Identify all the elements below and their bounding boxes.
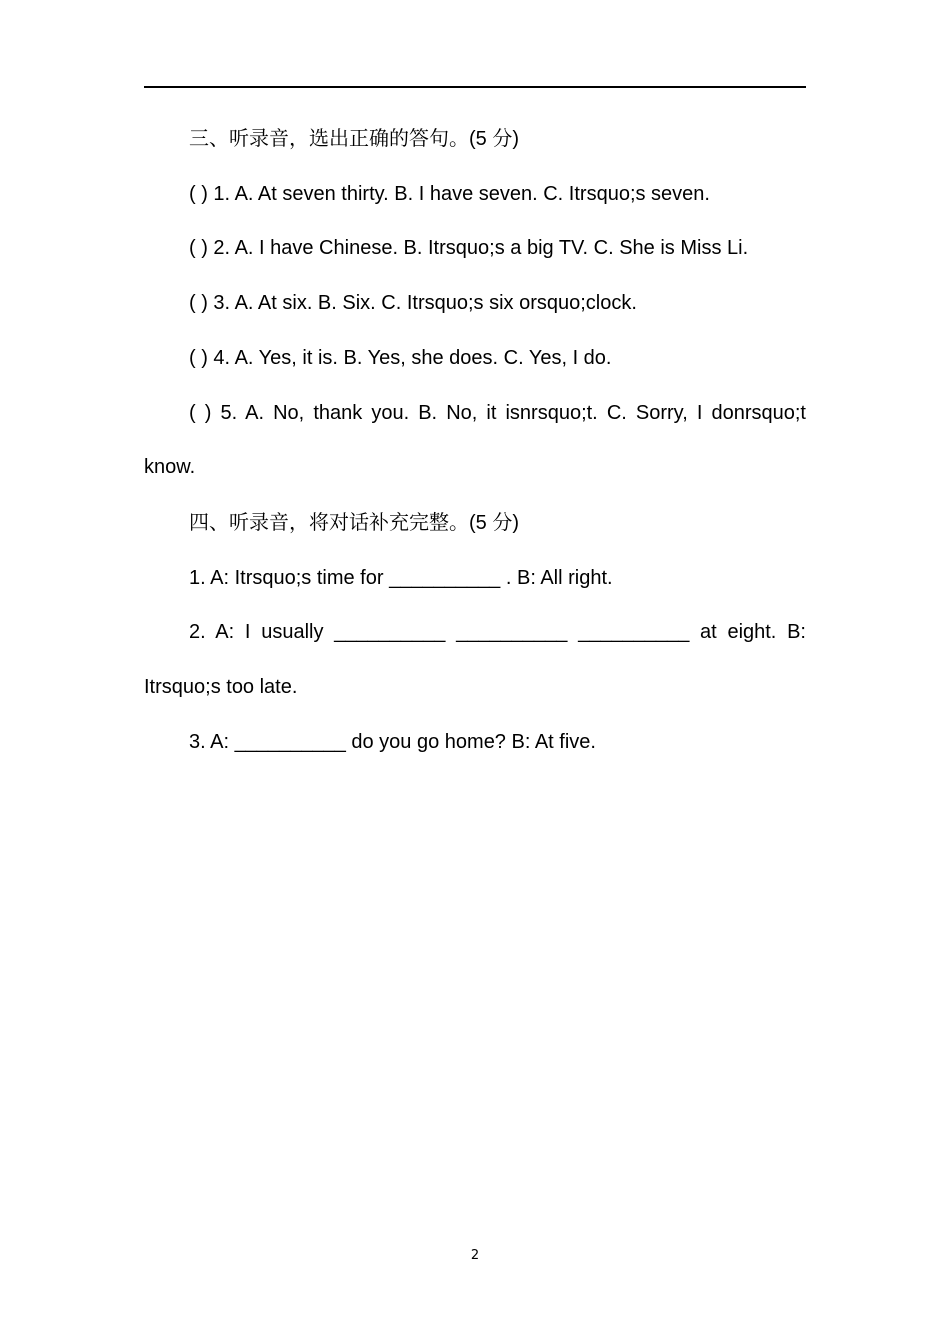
header-rule xyxy=(144,86,806,88)
section-4-question-3: 3. A: __________ do you go home? B: At five. xyxy=(189,730,596,753)
section-3-score: (5 分) xyxy=(469,128,519,150)
section-3-question-5-line-1: ( ) 5. A. No, thank you. B. No, it isnrsquo;t. C. Sorry, I donrsquo;t xyxy=(189,401,806,424)
section-3-heading-text: 三、听录音，选出正确的答句。 xyxy=(189,126,469,150)
section-3-question-3: ( ) 3. A. At six. B. Six. C. Itrsquo;s six orsquo;clock. xyxy=(189,292,637,315)
section-4-question-2-line-1: 2. A: I usually __________ __________ __________ at eight. B: xyxy=(189,621,806,644)
section-4-heading xyxy=(144,495,806,551)
section-4-score: (5 分) xyxy=(469,511,519,534)
section-3-question-2: ( ) 2. A. I have Chinese. B. Itrsquo;s a big TV. C. She is Miss Li. xyxy=(189,237,749,260)
page-number: 2 xyxy=(470,1248,480,1263)
section-3-question-4: ( ) 4. A. Yes, it is. B. Yes, she does. C. Yes, I do. xyxy=(189,346,612,369)
document-body xyxy=(144,111,806,769)
section-4-question-1: 1. A: Itrsquo;s time for __________ . B: All right. xyxy=(189,566,613,589)
section-3-question-1: ( ) 1. A. At seven thirty. B. I have seven. C. Itrsquo;s seven. xyxy=(189,182,710,205)
section-4-question-2-line-2: Itrsquo;s too late. xyxy=(144,676,298,699)
section-3-question-5-line-2: know. xyxy=(144,456,196,479)
section-4-heading-text: 四、听录音，将对话补充完整。 xyxy=(189,509,469,534)
section-3-heading xyxy=(144,111,806,167)
